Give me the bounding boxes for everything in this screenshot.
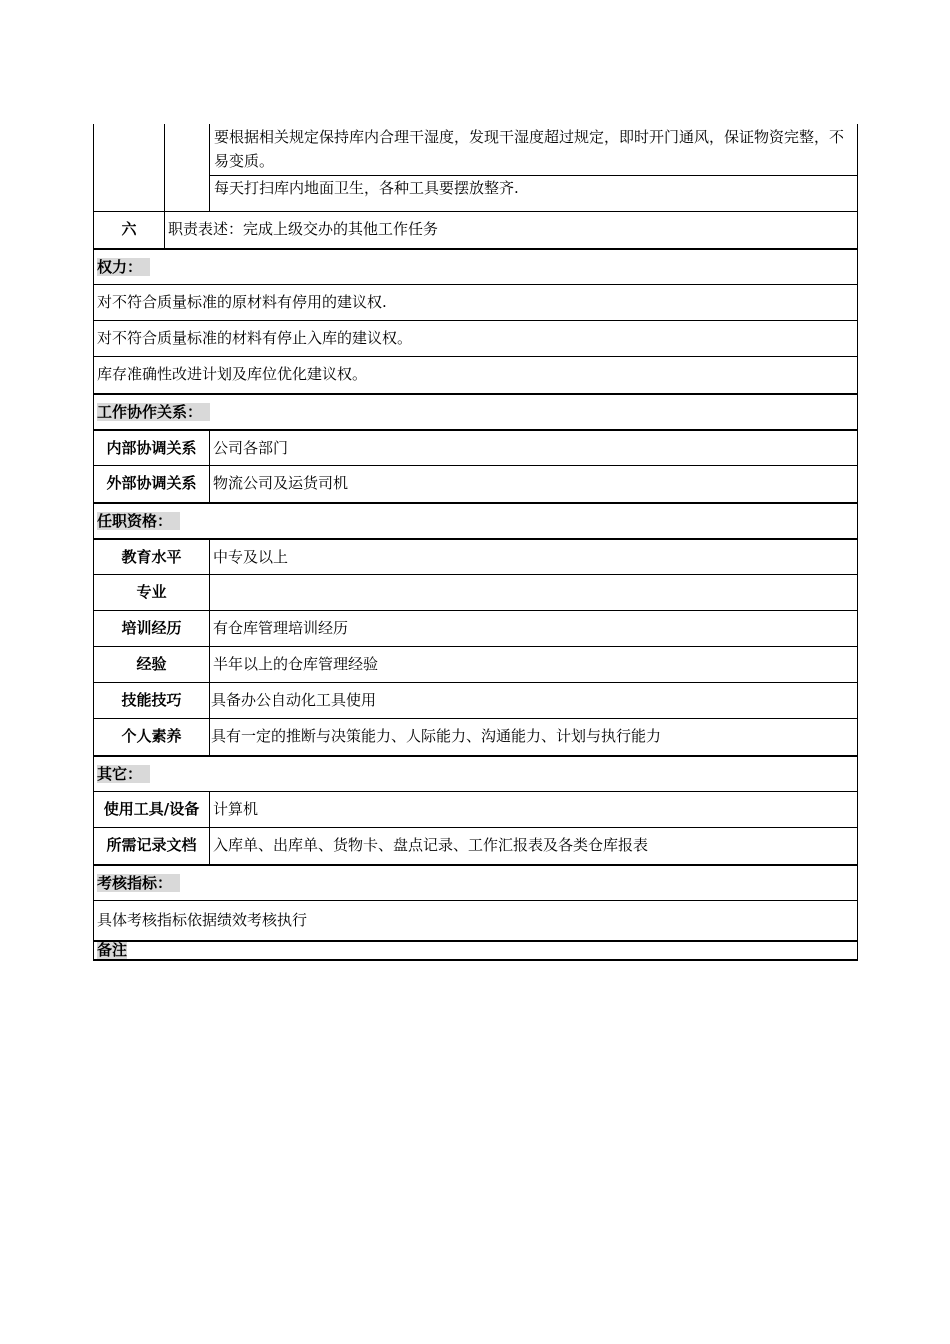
qualification-row [93, 574, 858, 610]
authority-item: 对不符合质量标准的原材料有停用的建议权. [93, 284, 858, 320]
row-label: 个人素养 [121, 727, 182, 745]
row-label: 内部协调关系 [106, 439, 197, 457]
other-section-header [93, 755, 858, 791]
qualifications-section-header [93, 502, 858, 538]
duty-block-continued [93, 124, 858, 212]
row-value: 物流公司及运货司机 [213, 474, 349, 492]
row-value: 有仓库管理培训经历 [213, 619, 349, 637]
row-label: 外部协调关系 [106, 474, 197, 492]
row-value [213, 575, 853, 610]
section-title: 任职资格： [97, 512, 180, 530]
cooperation-row [93, 429, 858, 465]
qualification-row [93, 538, 858, 574]
qualification-row [93, 646, 858, 682]
duty-row: 每天打扫库内地面卫生，各种工具要摆放整齐. [214, 179, 519, 197]
row-label: 培训经历 [121, 619, 182, 637]
duty-item-six [93, 211, 858, 248]
qualification-row [93, 718, 858, 755]
row-value: 半年以上的仓库管理经验 [213, 655, 379, 673]
row-label: 所需记录文档 [106, 836, 197, 854]
duty-item-number: 六 [121, 220, 137, 238]
section-title: 工作协作关系： [97, 403, 210, 421]
qualification-row [93, 682, 858, 718]
duty-item-text: 职责表述：完成上级交办的其他工作任务 [168, 220, 439, 238]
authority-item: 库存准确性改进计划及库位优化建议权。 [93, 356, 858, 393]
row-value: 入库单、出库单、货物卡、盘点记录、工作汇报表及各类仓库报表 [213, 836, 649, 854]
cooperation-section-header [93, 393, 858, 429]
row-value: 中专及以上 [213, 548, 289, 566]
authority-item: 对不符合质量标准的材料有停止入库的建议权。 [93, 320, 858, 356]
row-value: 公司各部门 [213, 439, 289, 457]
row-label: 专业 [136, 583, 167, 601]
row-label: 使用工具/设备 [103, 800, 200, 818]
duty-row: 要根据相关规定保持库内合理干湿度，发现干湿度超过规定，即时开门通风，保证物资完整，不易变质。 [214, 128, 845, 170]
row-label: 技能技巧 [121, 691, 182, 709]
section-title: 其它： [97, 765, 150, 783]
assessment-section-header [93, 864, 858, 900]
qualification-row [93, 610, 858, 646]
other-row [93, 827, 858, 864]
row-value: 具有一定的推断与决策能力、人际能力、沟通能力、计划与执行能力 [211, 727, 662, 745]
remarks-row [93, 940, 858, 961]
row-value: 具备办公自动化工具使用 [211, 691, 377, 709]
section-title: 考核指标： [97, 874, 180, 892]
assessment-text: 具体考核指标依据绩效考核执行 [97, 911, 308, 929]
assessment-text-row [93, 900, 858, 941]
cooperation-row [93, 465, 858, 502]
row-label: 教育水平 [121, 548, 182, 566]
section-title: 权力： [97, 258, 150, 276]
authority-section-header [93, 248, 858, 284]
other-row [93, 791, 858, 827]
row-label: 经验 [136, 655, 167, 673]
row-value: 计算机 [213, 800, 259, 818]
section-title: 备注 [97, 942, 128, 959]
